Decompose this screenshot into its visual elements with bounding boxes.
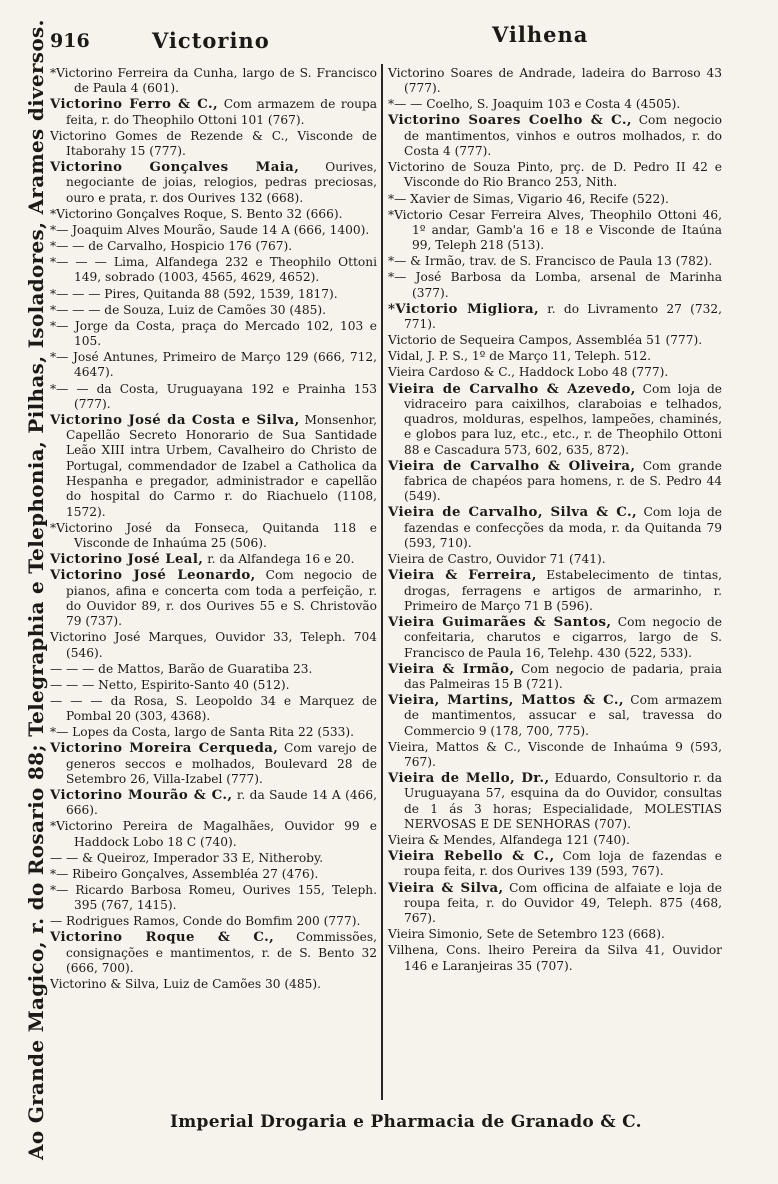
entry-text: *— — Coelho, S. Joaquim 103 e Costa 4 (4505). [388,97,681,112]
directory-entry [50,207,377,222]
entry-text: *— Jorge da Costa, praça do Mercado 102, 103 e 105. [50,318,377,349]
directory-entry [50,129,377,160]
directory-entry [388,927,722,942]
entry-text: Victorio de Sequeira Campos, Assembléa 51 (777). [388,333,703,348]
directory-entry [50,66,377,97]
entry-name: Victorino Moreira Cerqueda, [50,741,279,757]
directory-entry [50,287,377,302]
entry-text: *— Joaquim Alves Mourão, Saude 14 A (666, 1400). [50,222,370,237]
entry-text: Vieira Cardoso & C., Haddock Lobo 48 (777). [388,365,669,380]
entry-name: Vieira & Irmão, [388,661,515,677]
directory-entry [388,833,722,848]
directory-entry [388,615,722,661]
entry-text: *— Ribeiro Gonçalves, Assembléa 27 (476). [50,866,319,881]
directory-entry [388,254,722,269]
directory-entry [50,977,377,992]
entry-text: — — — Netto, Espirito-Santo 40 (512). [50,677,290,692]
side-advert-text: Ao Grande Magico, r. do Rosario 88; Telegraphia e Telephonia, Pilhas, Isoladores, Arames diversos. [24,19,48,1160]
entry-text: *— Xavier de Simas, Vigario 46, Recife (522). [388,191,669,206]
directory-entry [50,160,377,206]
directory-entry [50,223,377,238]
directory-entry [388,192,722,207]
directory-entry [388,333,722,348]
entry-text: Com negocio de padaria, praia das Palmeiras 15 B (721). [404,661,722,691]
directory-entry [50,319,377,350]
entry-name: Victorino José Leonardo, [50,568,256,584]
entry-name: *Victorio Migliora, [388,301,540,317]
directory-entry [388,270,722,301]
entry-text: Victorino Gomes de Rezende & C., Visconde de Itaborahy 15 (777). [50,128,377,159]
directory-entry [50,694,377,725]
entry-text: Vieira de Castro, Ouvidor 71 (741). [388,552,606,567]
entry-text: — — — de Mattos, Barão de Guaratiba 23. [50,661,313,676]
directory-entry [388,160,722,191]
directory-entry [50,678,377,693]
directory-entry [50,851,377,866]
entry-name: Vieira Rebello & C., [388,849,555,865]
right-column [388,66,722,1100]
entry-text: Com armazem de mantimentos, assucar e sal, travessa do Commercio 9 (178, 700, 775). [404,693,722,738]
side-advert-strip [0,19,48,1180]
entry-text: Commissões, consignações e mantimentos, r. de S. Bento 32 (666, 700). [66,930,377,976]
directory-entry [388,740,722,771]
directory-entry [50,303,377,318]
directory-entry [388,365,722,380]
entry-text: Victorino José Marques, Ouvidor 33, Teleph. 704 (546). [50,630,377,660]
entry-text: — — — da Rosa, S. Leopoldo 34 e Marquez de Pombal 20 (303, 4368). [50,693,377,724]
directory-entry [50,662,377,677]
directory-entry [50,788,377,819]
entry-text: r. da Alfandega 16 e 20. [207,552,355,567]
entry-text: *Victorino Ferreira da Cunha, largo de S. Francisco de Paula 4 (601). [50,66,377,96]
entry-name: Vieira Guimarães & Santos, [388,614,612,630]
entry-text: Com grande fabrica de chapéos para homens, r. de S. Pedro 44 (549). [404,458,723,504]
entry-name: Vieira & Ferreira, [388,568,537,584]
entry-text: Vieira Simonio, Sete de Setembro 123 (668). [388,927,665,942]
directory-entry [388,302,722,333]
entry-text: Com loja de vidraceiro para caixilhos, claraboias e telhados, quadros, molduras, espelhos, lampeões, chaminés, e globos para luz, etc., etc., r. de Theophilo Ottoni 88 e Cascadura 573, 602, 635, 872). [404,381,723,457]
entry-name: Vieira de Carvalho & Azevedo, [388,381,636,397]
entry-name: Victorino Soares Coelho & C., [388,113,632,129]
entry-text: Com varejo de generos seccos e molhados, Boulevard 28 de Setembro 26, Villa-Izabel (777). [66,741,377,786]
entry-text: *— — de Carvalho, Hospicio 176 (767). [50,239,293,254]
directory-entry [50,97,377,128]
entry-text: *— — da Costa, Uruguayana 192 e Prainha 153 (777). [50,381,377,411]
entry-name: Vieira de Mello, Dr., [388,771,550,787]
entry-text: — — & Queiroz, Imperador 33 E, Nitheroby. [50,850,324,865]
entry-text: Vidal, J. P. S., 1º de Março 11, Teleph. 512. [388,349,652,364]
entry-name: Victorino José Leal, [50,552,204,568]
entry-text: *— & Irmão, trav. de S. Francisco de Paula 13 (782). [388,254,713,269]
directory-entry [50,914,377,929]
entry-text: *— Lopes da Costa, largo de Santa Rita 22 (533). [50,725,355,740]
entry-text: Vilhena, Cons. lheiro Pereira da Silva 41, Ouvidor 146 e Laranjeiras 35 (707). [388,943,722,973]
directory-entry [388,943,722,974]
directory-entry [388,568,722,614]
directory-entry [388,849,722,880]
entry-text: *Victorino Gonçalves Roque, S. Bento 32 (666). [50,206,343,221]
directory-entry [388,771,722,832]
entry-text: Com negocio de confeitaria, charutos e cigarros, largo de S. Francisco de Paula 16, Telehp. 430 (522, 533). [404,614,722,660]
column-divider [381,64,383,1100]
page-number: 916 [50,30,90,52]
entry-text: — Rodrigues Ramos, Conde do Bomfim 200 (777). [50,914,361,929]
entry-text: *— José Barbosa da Lomba, arsenal de Marinha (377). [388,270,722,300]
directory-entry [50,382,377,413]
directory-entry [388,505,722,551]
directory-entry [50,552,377,567]
directory-entry [50,883,377,914]
left-column [50,66,377,1100]
directory-entry [50,630,377,661]
entry-text: Com negocio de pianos, afina e concerta com toda a perfeição, r. do Ouvidor 89, r. dos Ourives 55 e S. Christovão 79 (737). [66,568,377,629]
entry-name: Victorino Roque & C., [50,930,275,946]
directory-entry [388,382,722,458]
left-running-title: Victorino [152,28,270,53]
directory-entry [50,255,377,286]
entry-text: *— — — de Souza, Luiz de Camões 30 (485). [50,302,327,317]
directory-entry [388,881,722,927]
entry-text: Com loja de fazendas e roupa feita, r. dos Ourives 139 (593, 767). [404,849,722,879]
directory-entry [50,413,377,520]
directory-entry [50,521,377,552]
entry-text: *Victorio Cesar Ferreira Alves, Theophilo Ottoni 46, 1º andar, Gamb'a 16 e 18 e Visconde de Itaúna 99, Teleph 218 (513). [388,207,722,253]
entry-text: r. do Livramento 27 (732, 771). [404,301,723,332]
entry-text: *— — — Lima, Alfandega 232 e Theophilo Ottoni 149, sobrado (1003, 4565, 4629, 4652). [50,255,377,285]
directory-entry [50,741,377,787]
entry-text: Com officina de alfaiate e loja de roupa feita, r. do Ouvidor 49, Teleph. 875 (468, 767). [404,880,723,926]
entry-name: Victorino Mourão & C., [50,787,233,803]
entry-text: Victorino de Souza Pinto, prç. de D. Pedro II 42 e Visconde do Rio Branco 253, Nith. [388,160,722,190]
entry-name: Vieira de Carvalho & Oliveira, [388,458,636,474]
directory-entry [388,113,722,159]
entry-name: Victorino José da Costa e Silva, [50,412,300,428]
directory-entry [50,819,377,850]
entry-text: Monsenhor, Capellão Secreto Honorario de Sua Santidade Leão XIII intra Urbem, Cavalheiro do Christo de Portugal, commendador de Izabel a Catholica da Hespanha e pregador, administrador e capellão do hospital do Carmo r. do Riachuelo (1108, 1572). [66,412,377,519]
directory-entry [388,208,722,254]
directory-entry [388,349,722,364]
entry-name: Vieira de Carvalho, Silva & C., [388,505,638,521]
directory-entry [50,725,377,740]
entry-text: *— José Antunes, Primeiro de Março 129 (666, 712, 4647). [50,350,377,380]
entry-name: Victorino Ferro & C., [50,97,219,113]
directory-entry [50,239,377,254]
entry-text: Estabelecimento de tintas, drogas, ferragens e artigos de armarinho, r. Primeiro de Março 71 B (596). [404,568,722,613]
entry-text: Ourives, negociante de joias, relogios, pedras preciosas, ouro e prata, r. dos Ourives 132 (668). [66,160,377,205]
directory-entry [388,97,722,112]
entry-text: *— — — Pires, Quitanda 88 (592, 1539, 1817). [50,286,338,301]
directory-entry [388,459,722,505]
entry-text: Vieira & Mendes, Alfandega 121 (740). [388,833,630,848]
entry-name: Vieira & Silva, [388,880,504,896]
directory-entry [50,930,377,976]
entry-text: r. da Saude 14 A (466, 666). [66,787,377,818]
entry-text: *— Ricardo Barbosa Romeu, Ourives 155, Teleph. 395 (767, 1415). [50,882,377,913]
footer-advert: Imperial Drogaria e Pharmacia de Granado & C. [170,1112,642,1132]
directory-entry [388,66,722,97]
entry-text: Com loja de fazendas e confecções da moda, r. da Quitanda 79 (593, 710). [404,505,722,551]
directory-entry [50,867,377,882]
directory-entry [388,552,722,567]
directory-entry [388,662,722,693]
directory-entry [50,350,377,381]
entry-text: Victorino Soares de Andrade, ladeira do Barroso 43 (777). [388,66,722,96]
entry-name: Vieira, Martins, Mattos & C., [388,693,624,709]
entry-text: Eduardo, Consultorio r. da Uruguayana 57, esquina da do Ouvidor, consultas de 1 ás 3 horas; Especialidade, MOLESTIAS NERVOSAS E DE SENHORAS (707). [404,771,722,831]
entry-text: Vieira, Mattos & C., Visconde de Inhaúma 9 (593, 767). [388,739,722,769]
entry-text: *Victorino José da Fonseca, Quitanda 118 e Visconde de Inhaúma 25 (506). [50,520,377,551]
entry-text: Com armazem de roupa feita, r. do Theophilo Ottoni 101 (767). [66,97,378,127]
right-running-title: Vilhena [492,22,589,47]
entry-text: *Victorino Pereira de Magalhães, Ouvidor 99 e Haddock Lobo 18 C (740). [50,819,377,849]
directory-entry [388,693,722,739]
entry-text: Victorino & Silva, Luiz de Camões 30 (485). [50,977,321,992]
entry-name: Victorino Gonçalves Maia, [50,160,300,176]
entry-text: Com negocio de mantimentos, vinhos e outros molhados, r. do Costa 4 (777). [404,113,723,159]
directory-entry [50,568,377,629]
